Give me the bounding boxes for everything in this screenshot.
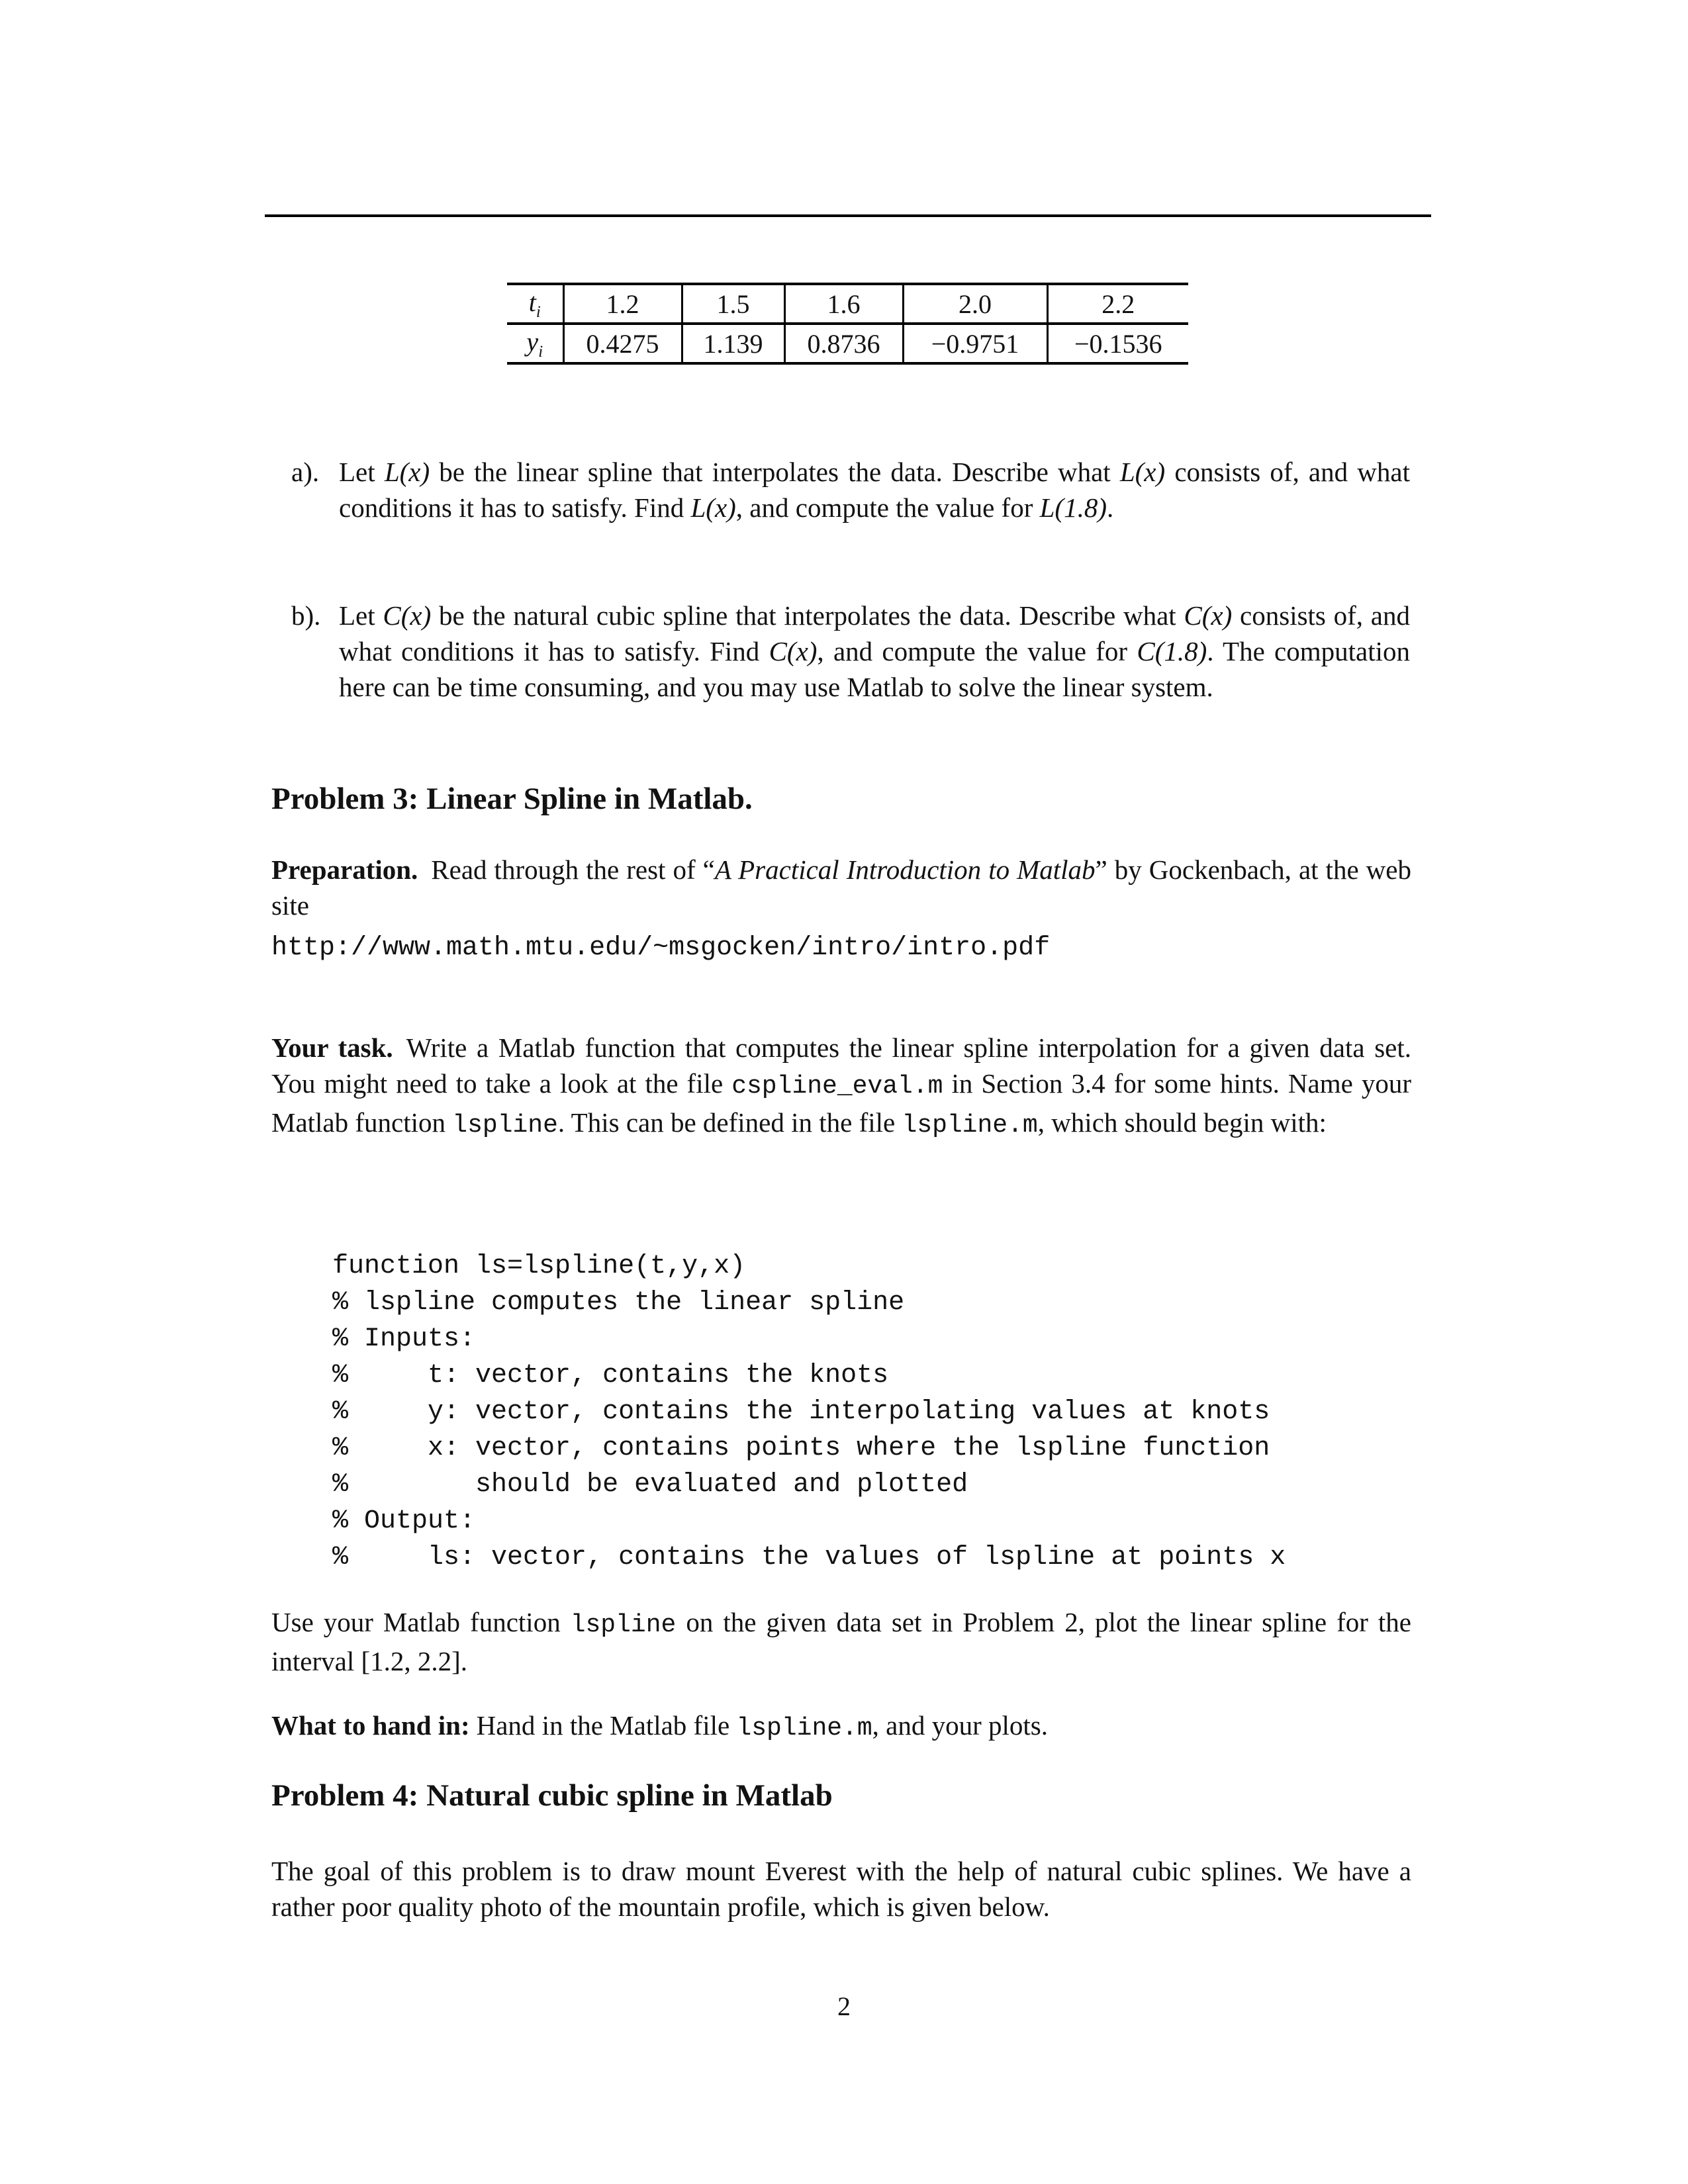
table-cell: 1.6	[784, 284, 903, 324]
page-number: 2	[837, 1991, 851, 2021]
math-run: C(1.8)	[1137, 636, 1207, 666]
table-cell: 1.2	[563, 284, 682, 324]
text-run: consists of, and what conditions it has to satisfy. Find	[339, 457, 1410, 523]
hand-in-label: What to hand in:	[271, 1710, 470, 1741]
code-block	[332, 1248, 1286, 1576]
text-run: Let	[339, 457, 385, 487]
text-run: Read through the rest of “	[431, 854, 715, 885]
problem4-heading: Problem 4: Natural cubic spline in Matlab	[271, 1778, 833, 1813]
text-run: . The computation here can be time consuming, and you may use Matlab to solve the linear system.	[339, 636, 1410, 702]
text-run: in Section 3.4 for some hints. Name your Matlab function	[271, 1068, 1411, 1138]
table-cell: 1.5	[682, 284, 784, 324]
code-run: lspline.m	[736, 1714, 872, 1743]
use-paragraph	[271, 1604, 1411, 1679]
code-line: % ls: vector, contains the values of lspline at points x	[332, 1543, 1286, 1572]
table-cell: 0.8736	[784, 324, 903, 363]
math-run: C(x)	[769, 636, 818, 666]
item-a-text	[339, 454, 1410, 525]
t-variable: t	[528, 287, 536, 317]
table-cell: −0.9751	[903, 324, 1047, 363]
math-run: L(x)	[384, 457, 430, 487]
code-run: lspline	[570, 1611, 677, 1639]
text-run: , and compute the value for	[735, 492, 1040, 523]
item-b-label: b).	[291, 600, 321, 631]
code-line: % Output:	[332, 1506, 476, 1536]
table-cell: 2.0	[903, 284, 1047, 324]
table-cell: 1.139	[682, 324, 784, 363]
text-run: Hand in the Matlab file	[476, 1710, 737, 1741]
code-line: % lspline computes the linear spline	[332, 1288, 905, 1318]
text-run: Write a Matlab function that computes the linear spline interpolation for a given data set. You might need to take a look at the file	[271, 1032, 1411, 1099]
text-run: consists of, and what conditions it has to satisfy. Find	[339, 600, 1410, 666]
hand-in-paragraph	[271, 1707, 1411, 1747]
text-run: on the given data set in Problem 2, plot the linear spline for the interval [1.2, 2.2].	[271, 1607, 1411, 1676]
y-subscript: i	[538, 342, 543, 361]
item-b-text	[339, 598, 1410, 705]
code-line: function ls=lspline(t,y,x)	[332, 1251, 746, 1281]
code-line: % should be evaluated and plotted	[332, 1470, 968, 1500]
code-line: % y: vector, contains the interpolating values at knots	[332, 1397, 1270, 1427]
table-cell: 2.2	[1047, 284, 1188, 324]
math-run: C(x)	[383, 600, 432, 631]
table-row-y	[507, 324, 1188, 363]
code-line: % Inputs:	[332, 1324, 476, 1354]
text-run: ” by Gockenbach, at the web site	[271, 854, 1411, 921]
math-run: L(x)	[690, 492, 736, 523]
table-row-t	[507, 284, 1188, 324]
text-run: . This can be defined in the file	[557, 1107, 902, 1138]
code-line: % t: vector, contains the knots	[332, 1361, 889, 1390]
text-run: .	[1106, 492, 1114, 523]
table-cell-t-label	[507, 284, 563, 324]
item-a	[291, 454, 1411, 525]
code-run: lspline.m	[902, 1111, 1038, 1140]
problem3-heading: Problem 3: Linear Spline in Matlab.	[271, 782, 753, 816]
text-run: be the natural cubic spline that interpolates the data. Describe what	[431, 600, 1184, 631]
text-run: , and compute the value for	[817, 636, 1137, 666]
header-rule	[265, 214, 1431, 217]
text-run: be the linear spline that interpolates the data. Describe what	[430, 457, 1120, 487]
math-run: C(x)	[1184, 600, 1233, 631]
math-run: L(x)	[1119, 457, 1166, 487]
text-run: , and your plots.	[872, 1710, 1049, 1741]
your-task-paragraph	[271, 1030, 1411, 1144]
code-line: % x: vector, contains points where the lspline function	[332, 1433, 1270, 1463]
text-run: Let	[339, 600, 383, 631]
preparation-label: Preparation.	[271, 854, 418, 885]
url-link[interactable]: http://www.math.mtu.edu/~msgocken/intro/intro.pdf	[271, 933, 1051, 963]
t-subscript: i	[536, 302, 541, 321]
text-run: Use your Matlab function	[271, 1607, 571, 1637]
y-variable: y	[526, 326, 539, 357]
table-cell: −0.1536	[1047, 324, 1188, 363]
table-cell: 0.4275	[563, 324, 682, 363]
preparation-paragraph	[271, 852, 1411, 923]
math-run: L(1.8)	[1039, 492, 1107, 523]
table-cell-y-label	[507, 324, 563, 363]
code-run: cspline_eval.m	[731, 1072, 943, 1101]
goal-paragraph: The goal of this problem is to draw mount Everest with the help of natural cubic splines. We have a rather poor quality photo of the mountain profile, which is given below.	[271, 1856, 1411, 1922]
item-b	[291, 598, 1411, 705]
code-run: lspline	[452, 1111, 558, 1140]
your-task-label: Your task.	[271, 1032, 393, 1063]
book-title: A Practical Introduction to Matlab	[714, 854, 1096, 885]
item-a-label: a).	[291, 457, 320, 487]
text-run: , which should begin with:	[1037, 1107, 1327, 1138]
data-table	[507, 283, 1188, 365]
